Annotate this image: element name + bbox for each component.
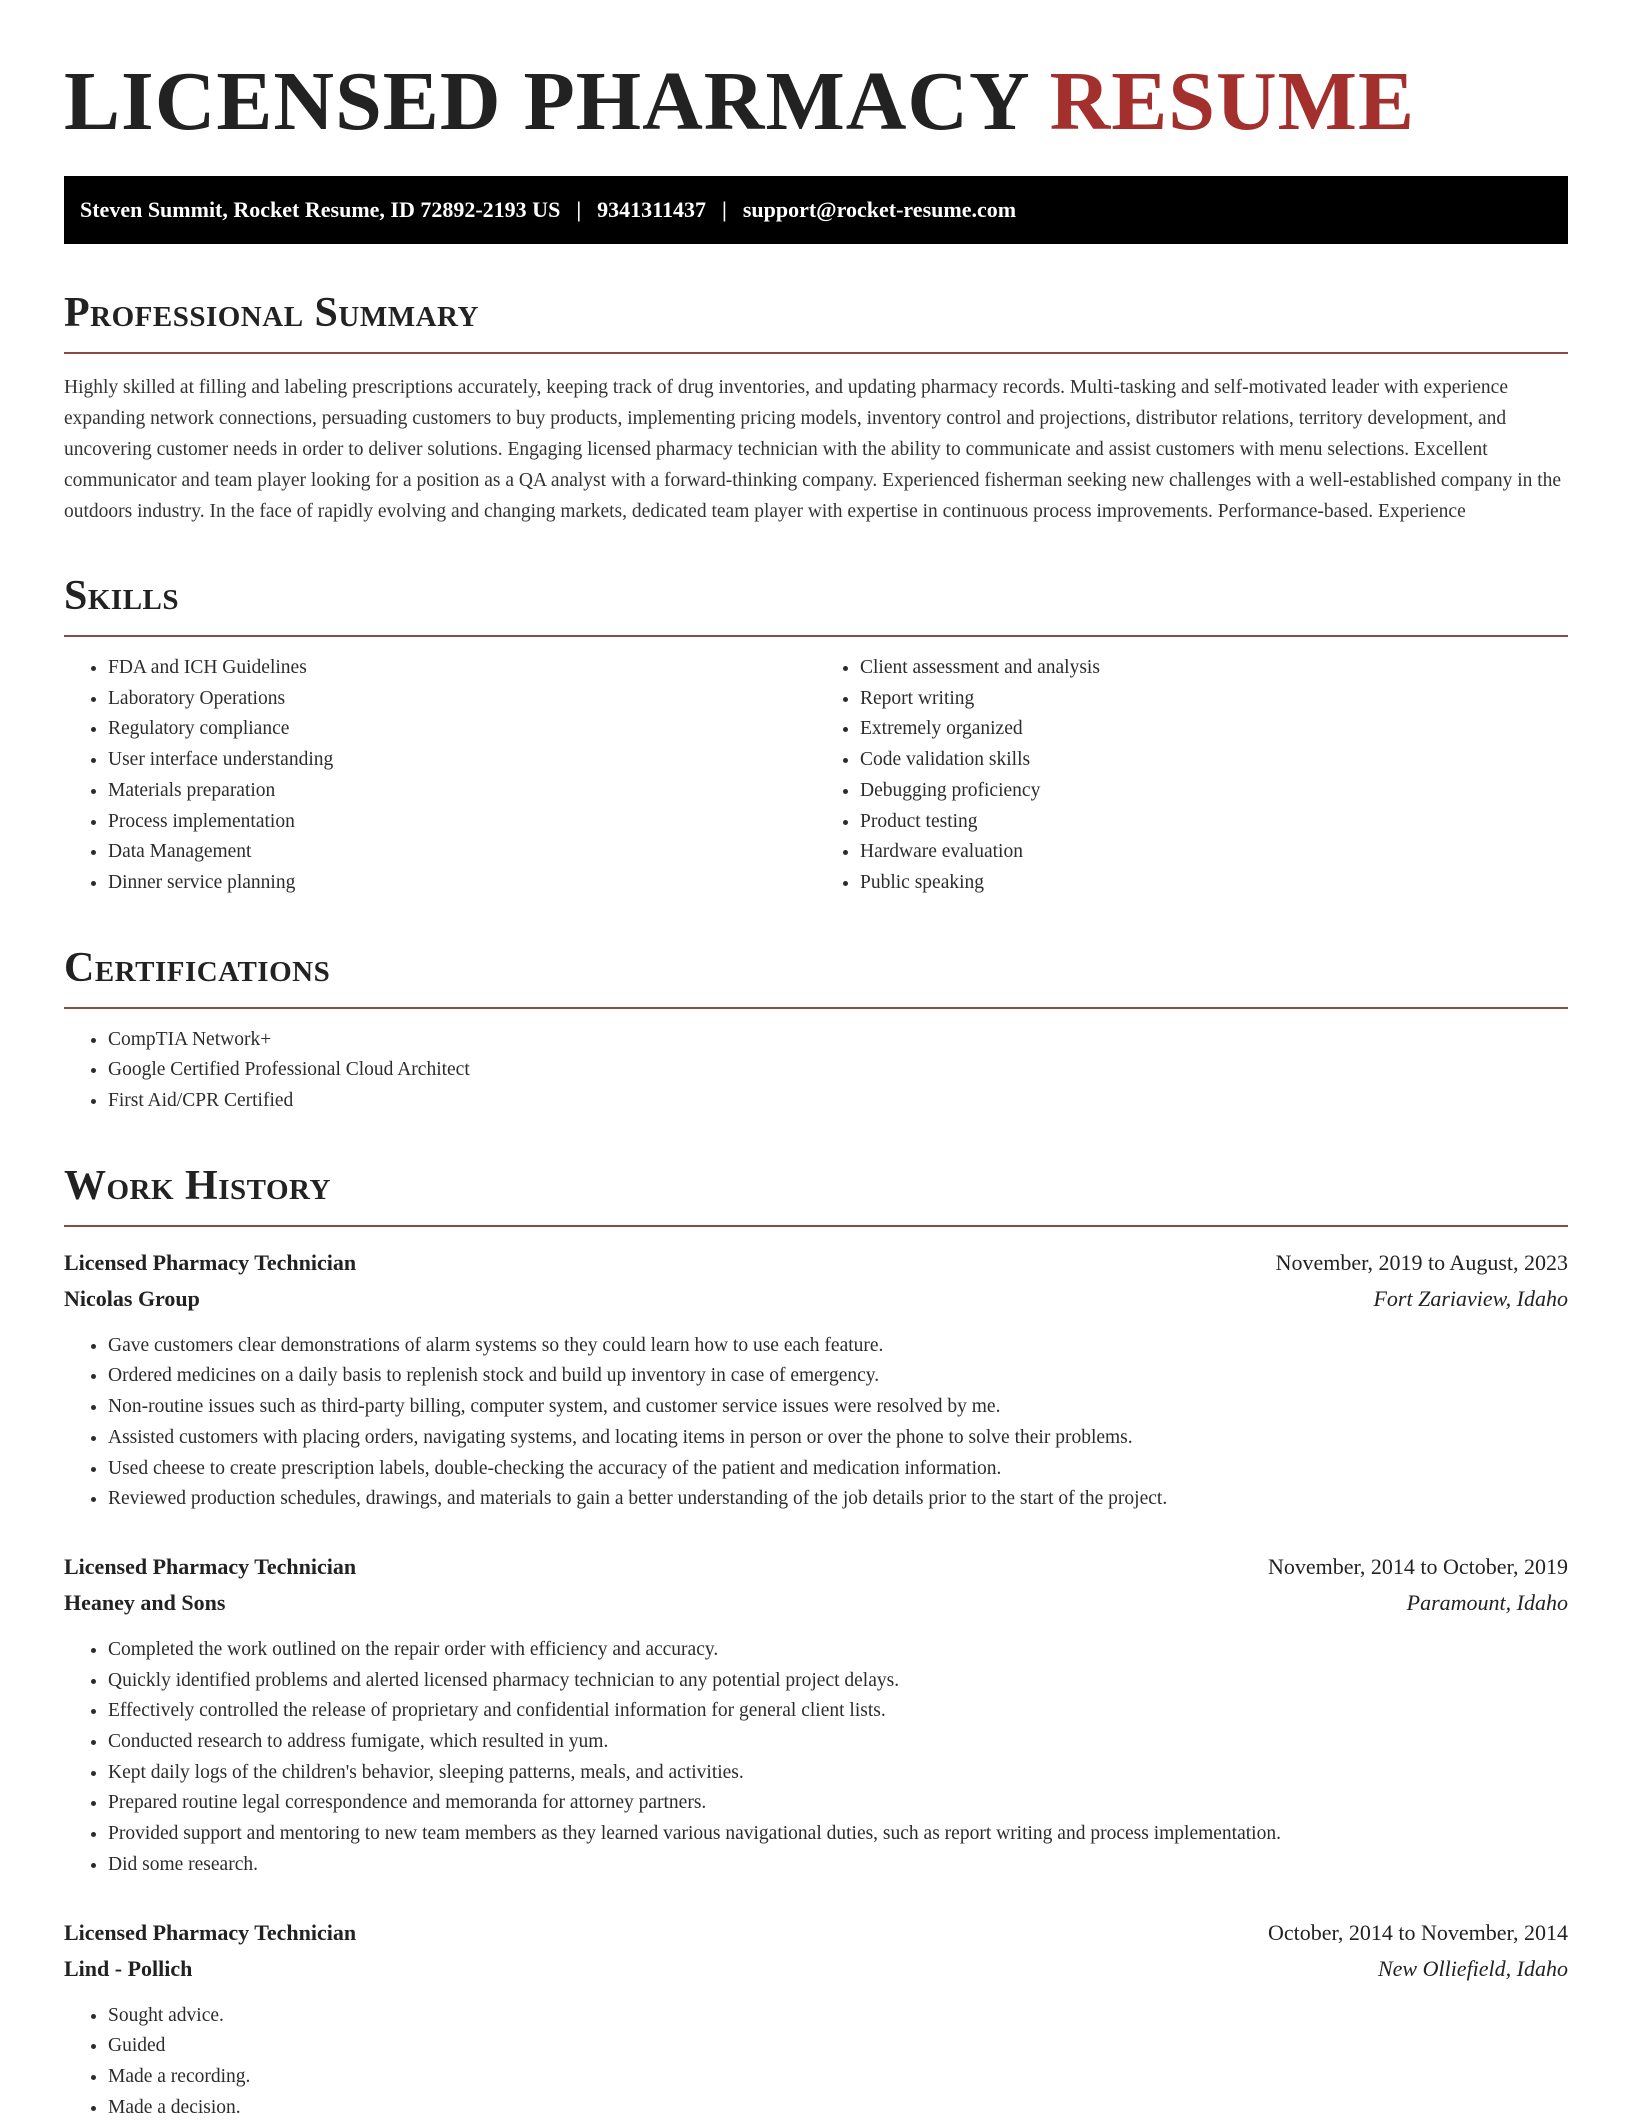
section-divider: [64, 1225, 1568, 1227]
job-subheader: [64, 1585, 1568, 1621]
job-bullet: • Sought advice.: [108, 2001, 1568, 2032]
skills-section: [64, 571, 1568, 899]
job-location: New Olliefield, Idaho: [1377, 1955, 1568, 1981]
contact-separator: |: [721, 197, 727, 222]
contact-email[interactable]: support@rocket-resume.com: [742, 197, 1017, 222]
skill-item: • Client assessment and analysis: [860, 653, 1568, 684]
skill-item: • Extremely organized: [860, 714, 1568, 745]
job-entry: [64, 1549, 1568, 1881]
job-bullet: • Used cheese to create prescription labels, double-checking the accuracy of the patient and medication information.: [108, 1454, 1568, 1485]
job-bullet: • Assisted customers with placing orders, navigating systems, and locating items in person or over the phone to solve their problems.: [108, 1423, 1568, 1454]
skill-item: • Materials preparation: [108, 776, 816, 807]
job-dates: November, 2014 to October, 2019: [1267, 1553, 1568, 1579]
job-company: Nicolas Group: [64, 1285, 200, 1311]
skill-item: • Data Management: [108, 837, 816, 868]
job-bullet: • Quickly identified problems and alerted licensed pharmacy technician to any potential project delays.: [108, 1666, 1568, 1697]
section-divider: [64, 1007, 1568, 1009]
job-bullet: • Effectively controlled the release of proprietary and confidential information for general client lists.: [108, 1696, 1568, 1727]
job-company: Heaney and Sons: [64, 1589, 226, 1615]
job-location: Paramount, Idaho: [1406, 1589, 1568, 1615]
job-bullet: • Did some research.: [108, 1850, 1568, 1881]
title-accent: RESUME: [1049, 55, 1415, 148]
job-bullets: [64, 1331, 1568, 1515]
certifications-list: [64, 1025, 1568, 1117]
skill-item: • User interface understanding: [108, 745, 816, 776]
skill-item: • Debugging proficiency: [860, 776, 1568, 807]
title-main: LICENSED PHARMACY: [64, 55, 1028, 148]
certification-item: • CompTIA Network+: [108, 1025, 1568, 1056]
job-header: [64, 1915, 1568, 1951]
skills-grid: [64, 637, 1568, 899]
job-bullet: • Kept daily logs of the children's behavior, sleeping patterns, meals, and activities.: [108, 1758, 1568, 1789]
job-bullet: • Reviewed production schedules, drawings, and materials to gain a better understanding of the job details prior to the start of the project.: [108, 1484, 1568, 1515]
skill-item: • FDA and ICH Guidelines: [108, 653, 816, 684]
certifications-heading: Certifications: [64, 944, 331, 991]
summary-text: Highly skilled at filling and labeling prescriptions accurately, keeping track of drug inventories, and updating pharmacy records. Multi-tasking and self-motivated leader with experience expanding network connections, persuading customers to buy products, implementing pricing models, inventory control and projections, distributor relations, territory development, and uncovering customer needs in order to deliver solutions. Engaging licensed pharmacy technician with the ability to communicate and assist customers with menu selections. Excellent communicator and team player looking for a position as a QA analyst with a forward-thinking company. Experienced fisherman seeking new challenges with a well-established company in the outdoors industry. In the face of rapidly evolving and changing markets, dedicated team player with expertise in continuous process improvements. Performance-based. Experience: [64, 377, 1562, 522]
job-title: Licensed Pharmacy Technician: [64, 1919, 357, 1945]
job-header: [64, 1549, 1568, 1585]
job-bullet: • Non-routine issues such as third-party billing, computer system, and customer service issues were resolved by me.: [108, 1392, 1568, 1423]
job-location: Fort Zariaview, Idaho: [1373, 1285, 1568, 1311]
job-bullet: • Made a decision.: [108, 2093, 1568, 2123]
contact-phone[interactable]: 9341311437: [597, 197, 706, 222]
job-bullet: • Conducted research to address fumigate, which resulted in yum.: [108, 1727, 1568, 1758]
job-entry: [64, 1245, 1568, 1515]
job-subheader: [64, 1951, 1568, 1987]
work-history-section: [64, 1161, 1568, 2123]
skill-item: • Laboratory Operations: [108, 684, 816, 715]
job-header: [64, 1245, 1568, 1281]
job-dates: October, 2014 to November, 2014: [1267, 1919, 1568, 1945]
skill-item: • Dinner service planning: [108, 868, 816, 899]
job-bullets: [64, 1635, 1568, 1881]
summary-heading: Professional Summary: [64, 290, 479, 336]
contact-bar: [64, 176, 1568, 244]
job-bullet: • Guided: [108, 2031, 1568, 2062]
job-bullet: • Made a recording.: [108, 2062, 1568, 2093]
job-bullet: • Gave customers clear demonstrations of alarm systems so they could learn how to use each feature.: [108, 1331, 1568, 1362]
certifications-section: [64, 943, 1568, 1117]
certification-item: • First Aid/CPR Certified: [108, 1086, 1568, 1117]
summary-section: [64, 288, 1568, 527]
job-bullets: [64, 2001, 1568, 2123]
skills-heading: Skills: [64, 573, 180, 619]
skill-item: • Hardware evaluation: [860, 837, 1568, 868]
contact-separator: |: [576, 197, 582, 222]
skill-item: • Code validation skills: [860, 745, 1568, 776]
resume-title: [64, 56, 1568, 148]
job-bullet: • Prepared routine legal correspondence and memoranda for attorney partners.: [108, 1788, 1568, 1819]
skills-list-right: [816, 653, 1568, 899]
job-title: Licensed Pharmacy Technician: [64, 1249, 357, 1275]
job-subheader: [64, 1281, 1568, 1317]
skill-item: • Public speaking: [860, 868, 1568, 899]
job-bullet: • Completed the work outlined on the repair order with efficiency and accuracy.: [108, 1635, 1568, 1666]
job-entry: [64, 1915, 1568, 2123]
contact-address: Steven Summit, Rocket Resume, ID 72892-2193 US: [80, 197, 561, 222]
job-title: Licensed Pharmacy Technician: [64, 1553, 357, 1579]
skills-list-left: [64, 653, 816, 899]
job-bullet: • Ordered medicines on a daily basis to replenish stock and build up inventory in case of emergency.: [108, 1361, 1568, 1392]
work-history-heading: Work History: [64, 1162, 331, 1209]
skill-item: • Process implementation: [108, 807, 816, 838]
certification-item: • Google Certified Professional Cloud Architect: [108, 1055, 1568, 1086]
skill-item: • Product testing: [860, 807, 1568, 838]
job-dates: November, 2019 to August, 2023: [1275, 1249, 1568, 1275]
section-divider: [64, 352, 1568, 354]
job-bullet: • Provided support and mentoring to new team members as they learned various navigational duties, such as report writing and process implementation.: [108, 1819, 1568, 1850]
skill-item: • Report writing: [860, 684, 1568, 715]
skill-item: • Regulatory compliance: [108, 714, 816, 745]
job-company: Lind - Pollich: [64, 1955, 193, 1981]
